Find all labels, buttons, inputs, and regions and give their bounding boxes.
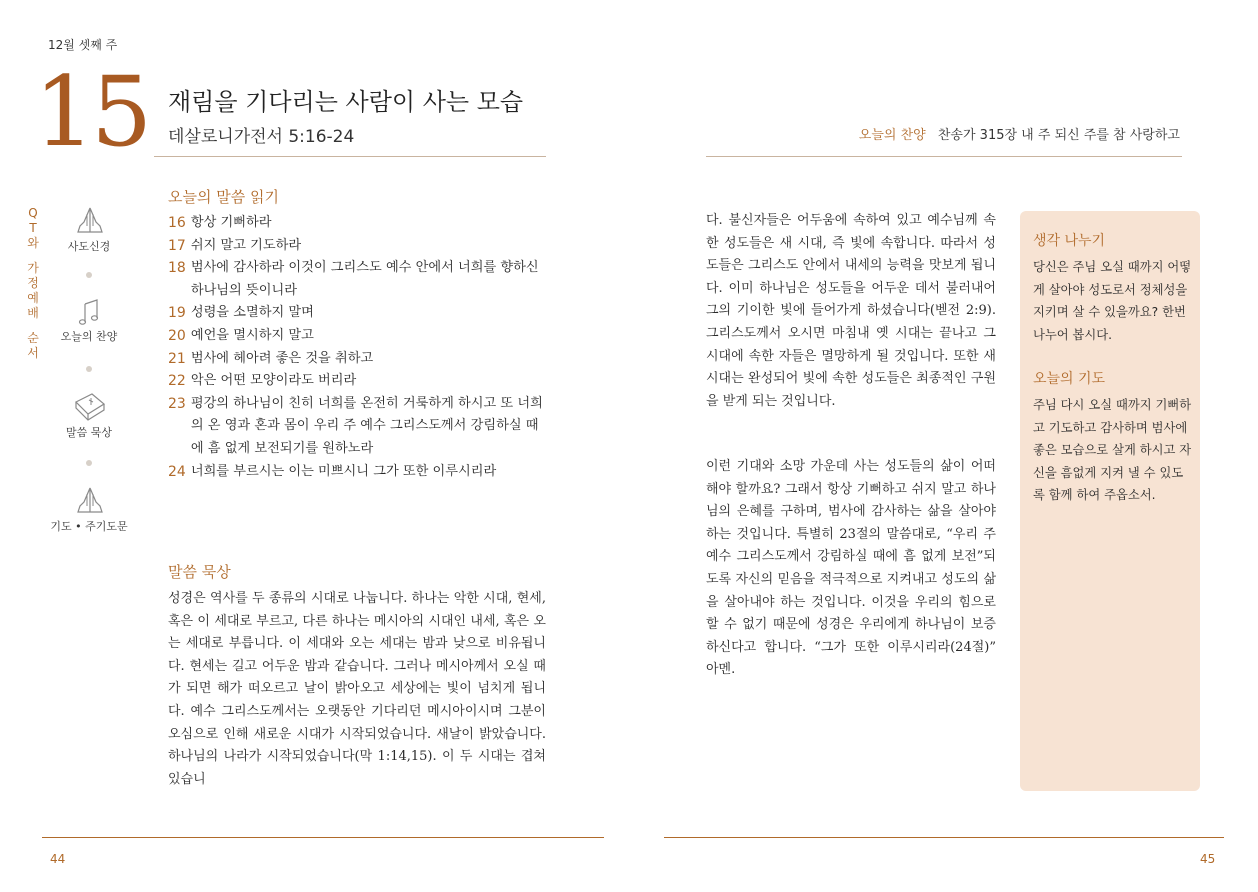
verse xyxy=(168,325,548,348)
verse-text: 평강의 하나님이 친히 너희를 온전히 거룩하게 하시고 또 너희의 온 영과 혼과 몸이 우리 주 예수 그리스도께서 강림하실 때에 흠 없게 보전되기를 원하노라 xyxy=(190,395,543,456)
sidebar-dot xyxy=(86,272,92,278)
meditation-paragraph-right-1: 다. 불신자들은 어두움에 속하여 있고 예수님께 속한 성도들은 새 시대, 즉 빛에 속합니다. 따라서 성도들은 그리스도 안에서 내세의 능력을 맛보게 됩니다. 이미 하나님은 성도들을 어두운 데서 불러내어 그의 기이한 빛에 들어가게 하셨습니다(벧전 2:9). 그리스도께서 오시면 마침내 옛 시대는 끝나고 그 시대에 속한 자들은 멸망하게 될 것입니다. 또한 새 시대는 완성되어 빛에 속한 성도들은 최종적인 구원을 받게 되는 것입니다. xyxy=(706,213,996,409)
verse-text: 범사에 감사하라 이것이 그리스도 예수 안에서 너희를 향하신 하나님의 뜻이니라 xyxy=(190,260,539,298)
vertical-char: 순 xyxy=(27,331,39,345)
vertical-gap xyxy=(26,251,40,261)
praying-hands-icon xyxy=(70,484,110,516)
vertical-char: 서 xyxy=(27,346,39,360)
hymn-label: 오늘의 찬양 xyxy=(858,128,926,143)
vertical-gap xyxy=(26,321,40,331)
share-heading: 생각 나누기 xyxy=(1033,233,1106,249)
page-number-right: 45 xyxy=(1200,852,1216,866)
vertical-char: 예 xyxy=(27,291,39,305)
week-label: 12월 셋째 주 xyxy=(48,38,118,52)
verse xyxy=(168,393,548,461)
verse-number: 16 xyxy=(168,215,186,231)
vertical-char: 배 xyxy=(27,306,39,320)
vertical-char: Q xyxy=(28,206,38,220)
verse-text: 쉬지 말고 기도하라 xyxy=(190,237,302,253)
verse xyxy=(168,370,548,393)
vertical-char: T xyxy=(29,221,37,235)
vertical-char: 가 xyxy=(27,261,39,275)
sidebar-item-creed: 사도신경 xyxy=(67,240,111,253)
verse-number: 19 xyxy=(168,305,186,322)
meditation-paragraph-right-2: 이런 기대와 소망 가운데 사는 성도들의 삶이 어떠해야 할까요? 그래서 항상 기뻐하고 쉬지 말고 하나님의 은혜를 구하며, 범사에 감사하는 삶을 살아야 하는 것입니다. 특별히 23절의 말씀대로, “우리 주 예수 그리스도께서 강림하실 때에 흠 없게 보전”되도록 자신의 믿음을 적극적으로 지켜내고 성도의 삶을 살아내야 하는 것입니다. 이것을 우리의 힘으로 할 수 없기 때문에 성경은 우리에게 하나님이 보증하신다고 합니다. “그가 또한 이루시리라(24절)” 아멘. xyxy=(706,459,996,678)
reading-heading: 오늘의 말씀 읽기 xyxy=(168,188,279,206)
verse-list xyxy=(168,212,548,483)
sidebar-vertical-title xyxy=(26,206,40,361)
page-number-left: 44 xyxy=(50,852,66,866)
page-title: 재림을 기다리는 사람이 사는 모습 xyxy=(168,88,524,116)
verse-text: 범사에 헤아려 좋은 것을 취하고 xyxy=(190,350,374,366)
hymn-text: 찬송가 315장 내 주 되신 주를 참 사랑하고 xyxy=(937,128,1180,143)
praying-hands-icon xyxy=(70,204,110,236)
verse-text: 너희를 부르시는 이는 미쁘시니 그가 또한 이루시리라 xyxy=(190,463,497,479)
verse-number: 24 xyxy=(168,463,186,480)
sidebar-item-meditation: 말씀 묵상 xyxy=(65,426,112,439)
bible-icon xyxy=(70,390,110,422)
verse-text: 예언을 멸시하지 말고 xyxy=(190,327,314,343)
vertical-char: 정 xyxy=(27,276,39,290)
sidebar-item-prayer: 기도 • 주기도문 xyxy=(50,520,128,533)
todays-hymn xyxy=(700,124,1180,143)
verse xyxy=(168,212,548,235)
verse-number: 20 xyxy=(168,327,186,344)
prayer-text: 주님 다시 오실 때까지 기뻐하고 기도하고 감사하며 범사에 좋은 모습으로 살게 하시고 자신을 흠없게 지켜 낼 수 있도록 함께 하여 주옵소서. xyxy=(1033,398,1192,503)
verse xyxy=(168,235,548,258)
verse-number: 23 xyxy=(168,395,186,412)
meditation-heading: 말씀 묵상 xyxy=(168,563,231,581)
music-note-icon xyxy=(70,296,110,328)
verse-number: 17 xyxy=(168,237,186,254)
meditation-paragraph-left: 성경은 역사를 두 종류의 시대로 나눕니다. 하나는 악한 시대, 현세, 혹은 이 세대로 부르고, 다른 하나는 메시아의 시대인 내세, 혹은 오는 세대로 부릅니다. 이 세대와 오는 세대는 밤과 낮으로 비유됩니다. 현세는 길고 어두운 밤과 같습니다. 그러나 메시아께서 오실 때가 되면 해가 떠오르고 날이 밝아오고 세상에는 빛이 넘치게 됩니다. 예수 그리스도께서는 오랫동안 기다리던 메시아이시며 그분이 오심으로 인해 새로운 시대가 시작되었습니다. 새날이 밝았습니다. 하나님의 나라가 시작되었습니다(막 1:14,15). 이 두 시대는 겹쳐 있습니 xyxy=(168,591,546,787)
sidebar-dot xyxy=(86,366,92,372)
verse xyxy=(168,257,548,302)
scripture-reference: 데살로니가전서 5:16-24 xyxy=(168,127,355,147)
verse-text: 악은 어떤 모양이라도 버리라 xyxy=(190,373,357,389)
day-number: 15 xyxy=(34,56,149,168)
header-divider-right xyxy=(706,156,1182,157)
verse-number: 22 xyxy=(168,373,186,390)
verse-text: 성령을 소멸하지 말며 xyxy=(190,305,314,321)
verse xyxy=(168,461,548,484)
footer-divider-left xyxy=(42,837,604,838)
verse-number: 18 xyxy=(168,260,186,277)
footer-divider-right xyxy=(664,837,1224,838)
verse xyxy=(168,302,548,325)
verse xyxy=(168,348,548,371)
header-divider-left xyxy=(154,156,546,157)
verse-number: 21 xyxy=(168,350,186,367)
prayer-heading: 오늘의 기도 xyxy=(1033,371,1106,387)
sidebar-dot xyxy=(86,460,92,466)
sidebar-item-hymn: 오늘의 찬양 xyxy=(60,330,118,343)
share-text: 당신은 주님 오실 때까지 어떻게 살아야 성도로서 정체성을 지키며 살 수 있을까요? 한번 나누어 봅시다. xyxy=(1033,260,1192,342)
verse-text: 항상 기뻐하라 xyxy=(190,215,272,230)
vertical-char: 와 xyxy=(27,236,39,250)
